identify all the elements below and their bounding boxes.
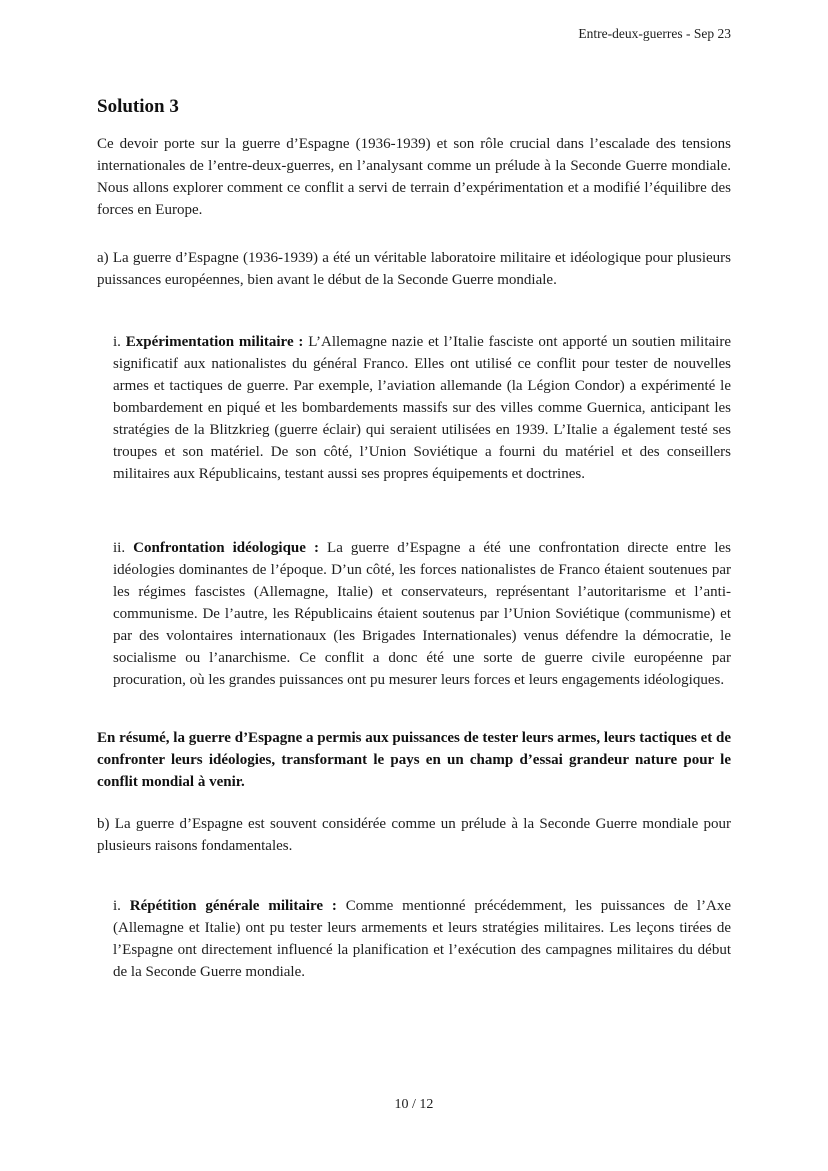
list-item-marker: i. bbox=[113, 334, 126, 350]
list-item-a-ii bbox=[113, 537, 731, 691]
list-item-label: Répétition générale militaire : bbox=[129, 898, 337, 914]
list-item-a-i bbox=[113, 331, 731, 485]
page-number: 10 / 12 bbox=[394, 1097, 434, 1112]
list-item-marker: i. bbox=[113, 898, 130, 914]
page-footer bbox=[0, 1096, 828, 1114]
list-item-text: L’Allemagne nazie et l’Italie fasciste ont apporté un soutien militaire significatif aux nationalistes du général Franco. Elles ont utilisé ce conflit pour tester de nouvelles armes et tactiques de guerre. Par exemple, l’aviation allemande (la Légion Condor) a expérimenté le bombardement en piqué et les bombardements massifs sur des villes comme Guernica, anticipant les stratégies de la Blitzkrieg (guerre éclair) qui seraient utilisées en 1939. L’Italie a également testé ses troupes et son matériel. De son côté, l’Union Soviétique a fourni du matériel et des conseillers militaires aux Républicains, testant aussi ses propres équipements et doctrines. bbox=[113, 334, 731, 482]
section-b-list bbox=[97, 895, 731, 983]
section-a-summary: En résumé, la guerre d’Espagne a permis aux puissances de tester leurs armes, leurs tactiques et de confronter leurs idéologies, transformant le pays en un champ d’essai grandeur nature pour le conflit mondial à venir. bbox=[97, 730, 731, 790]
list-item-label: Expérimentation militaire : bbox=[125, 334, 304, 350]
section-a-lead: a) La guerre d’Espagne (1936-1939) a été un véritable laboratoire militaire et idéologique pour plusieurs puissances européennes, bien avant le début de la Seconde Guerre mondiale. bbox=[97, 250, 731, 288]
document-content bbox=[0, 95, 828, 983]
header-right-text: Entre-deux-guerres - Sep 23 bbox=[578, 26, 731, 41]
section-b-lead: b) La guerre d’Espagne est souvent considérée comme un prélude à la Seconde Guerre mondiale pour plusieurs raisons fondamentales. bbox=[97, 816, 731, 854]
intro-paragraph: Ce devoir porte sur la guerre d’Espagne (1936-1939) et son rôle crucial dans l’escalade des tensions internationales de l’entre-deux-guerres, en l’analysant comme un prélude à la Seconde Guerre mondiale. Nous allons explorer comment ce conflit a servi de terrain d’expérimentation et a modifié l’équilibre des forces en Europe. bbox=[97, 136, 731, 218]
list-item-text: Comme mentionné précédemment, les puissances de l’Axe (Allemagne et Italie) ont pu tester leurs armements et leurs stratégies militaires. Les leçons tirées de l’Espagne ont directement influencé la planification et l’exécution des campagnes militaires du début de la Seconde Guerre mondiale. bbox=[113, 898, 732, 980]
list-item-label: Confrontation idéologique : bbox=[133, 540, 319, 556]
page-title: Solution 3 bbox=[97, 96, 179, 117]
page-header bbox=[0, 0, 828, 42]
list-item-marker: ii. bbox=[113, 540, 134, 556]
list-item-b-i bbox=[113, 895, 731, 983]
list-item-text: La guerre d’Espagne a été une confrontation directe entre les idéologies dominantes de l’époque. D’un côté, les forces nationalistes de Franco étaient soutenues par les régimes fascistes (Allemagne, Italie) et conservateurs, représentant l’autoritarisme et l’anti-communisme. De l’autre, les Républicains étaient soutenus par l’Union Soviétique (communisme) et par des volontaires internationaux (les Brigades Internationales) venus défendre la démocratie, le socialisme ou l’anarchisme. Ce conflit a donc été une sorte de guerre civile européenne par procuration, où les grandes puissances ont pu mesurer leurs forces et leurs engagements idéologiques. bbox=[113, 540, 731, 688]
section-a-list bbox=[97, 331, 731, 691]
